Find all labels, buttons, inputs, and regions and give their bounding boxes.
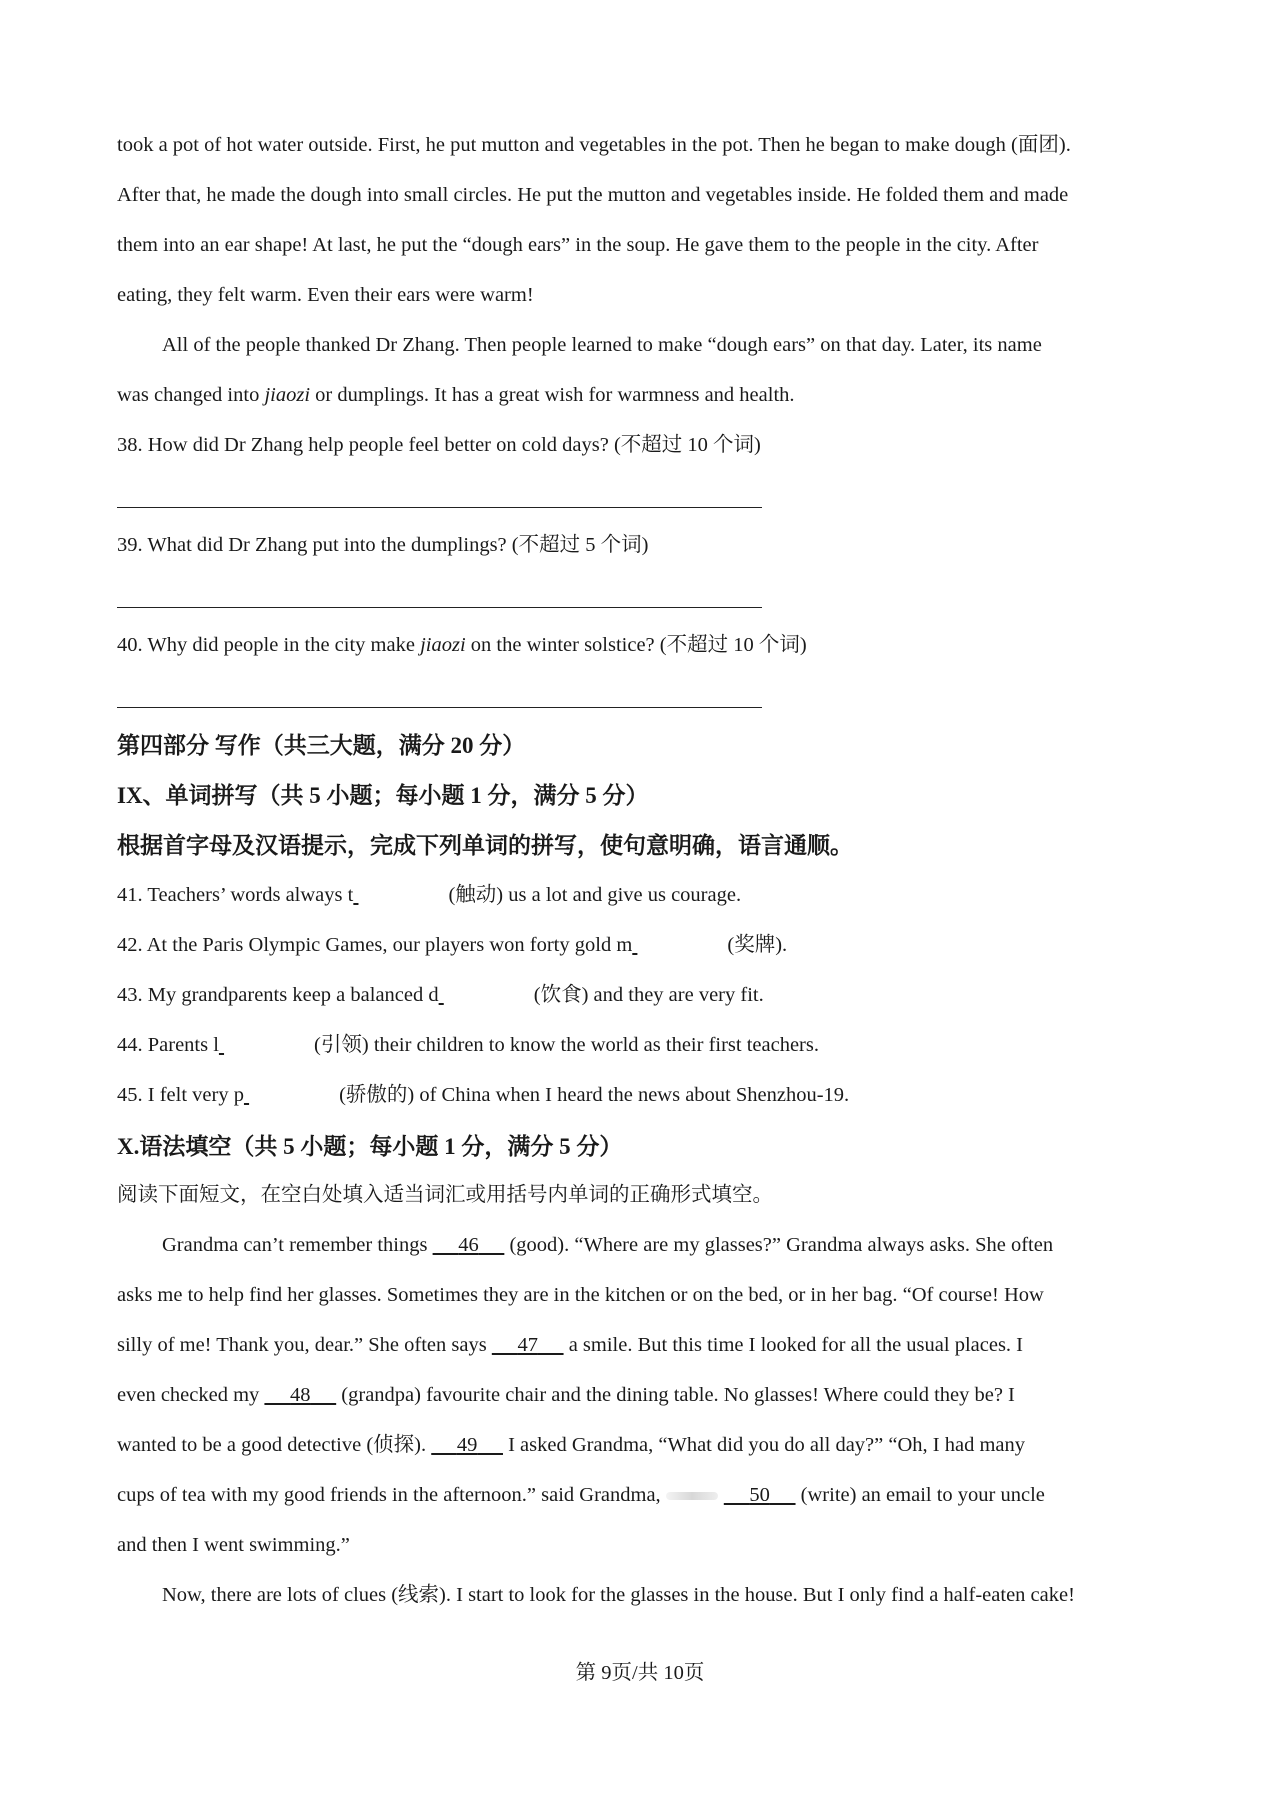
blank-42[interactable] — [632, 933, 722, 958]
section-ix-instruction: 根据首字母及汉语提示，完成下列单词的拼写，使句意明确，语言通顺。 — [117, 833, 853, 858]
smudge-mark — [666, 1492, 718, 1500]
section-4-title: 第四部分 写作（共三大题，满分 20 分） — [117, 733, 526, 758]
grammar-line-1: Grandma can’t remember things 46 (good). “Where are my glasses?” Grandma always asks. She often — [162, 1234, 1054, 1256]
grammar-line-4: even checked my 48 (grandpa) favourite chair and the dining table. No glasses! Where could they be? I — [117, 1384, 1015, 1406]
grammar-line-5: wanted to be a good detective (侦探). 49 I asked Grandma, “What did you do all day?” “Oh, I had many — [117, 1434, 1025, 1456]
blank-49[interactable]: 49 — [456, 1434, 478, 1456]
grammar-line-8: Now, there are lots of clues (线索). I start to look for the glasses in the house. But I only find a half-eaten cake! — [162, 1584, 1075, 1606]
answer-line-38[interactable] — [117, 507, 762, 508]
spelling-43: 43. My grandparents keep a balanced d (饮食) and they are very fit. — [117, 984, 764, 1006]
blank-48[interactable]: 48 — [290, 1384, 311, 1406]
section-x-title: X.语法填空（共 5 小题；每小题 1 分，满分 5 分） — [117, 1134, 623, 1159]
passage-line-4: eating, they felt warm. Even their ears were warm! — [117, 284, 534, 306]
grammar-line-6: cups of tea with my good friends in the afternoon.” said Grandma, 50 (write) an email to your uncle — [117, 1484, 1045, 1506]
passage-line-6: was changed into jiaozi or dumplings. It has a great wish for warmness and health. — [117, 384, 795, 406]
passage-line-1: took a pot of hot water outside. First, he put mutton and vegetables in the pot. Then he began to make dough (面团). — [117, 134, 1071, 156]
blank-41[interactable] — [353, 883, 443, 908]
grammar-line-7: and then I went swimming.” — [117, 1534, 350, 1556]
question-39: 39. What did Dr Zhang put into the dumplings? (不超过 5 个词) — [117, 534, 649, 556]
spelling-42: 42. At the Paris Olympic Games, our players won forty gold m (奖牌). — [117, 934, 788, 956]
grammar-line-3: silly of me! Thank you, dear.” She often says 47 a smile. But this time I looked for all the usual places. I — [117, 1334, 1024, 1356]
spelling-44: 44. Parents l (引领) their children to know the world as their first teachers. — [117, 1034, 819, 1056]
blank-45[interactable] — [244, 1083, 334, 1108]
spelling-45: 45. I felt very p (骄傲的) of China when I heard the news about Shenzhou-19. — [117, 1084, 850, 1106]
section-x-instruction: 阅读下面短文，在空白处填入适当词汇或用括号内单词的正确形式填空。 — [117, 1184, 773, 1206]
spelling-41: 41. Teachers’ words always t (触动) us a lot and give us courage. — [117, 884, 742, 906]
question-40: 40. Why did people in the city make jiaozi on the winter solstice? (不超过 10 个词) — [117, 634, 807, 656]
answer-line-40[interactable] — [117, 707, 762, 708]
blank-43[interactable] — [439, 983, 529, 1008]
blank-50[interactable]: 50 — [749, 1484, 770, 1506]
grammar-line-2: asks me to help find her glasses. Sometimes they are in the kitchen or on the bed, or in her bag. “Of course! How — [117, 1284, 1044, 1306]
section-ix-title: IX、单词拼写（共 5 小题；每小题 1 分，满分 5 分） — [117, 783, 649, 808]
question-38: 38. How did Dr Zhang help people feel better on cold days? (不超过 10 个词) — [117, 434, 761, 456]
answer-line-39[interactable] — [117, 607, 762, 608]
passage-line-2: After that, he made the dough into small circles. He put the mutton and vegetables inside. He folded them and made — [117, 184, 1069, 206]
passage-line-3: them into an ear shape! At last, he put the “dough ears” in the soup. He gave them to the people in the city. After — [117, 234, 1039, 256]
blank-44[interactable] — [219, 1033, 309, 1058]
blank-47[interactable]: 47 — [517, 1334, 538, 1356]
blank-46[interactable]: 46 — [458, 1234, 479, 1256]
passage-line-5: All of the people thanked Dr Zhang. Then people learned to make “dough ears” on that day. Later, its name — [162, 334, 1042, 356]
page-number: 第 9页/共 10页 — [575, 1662, 705, 1684]
